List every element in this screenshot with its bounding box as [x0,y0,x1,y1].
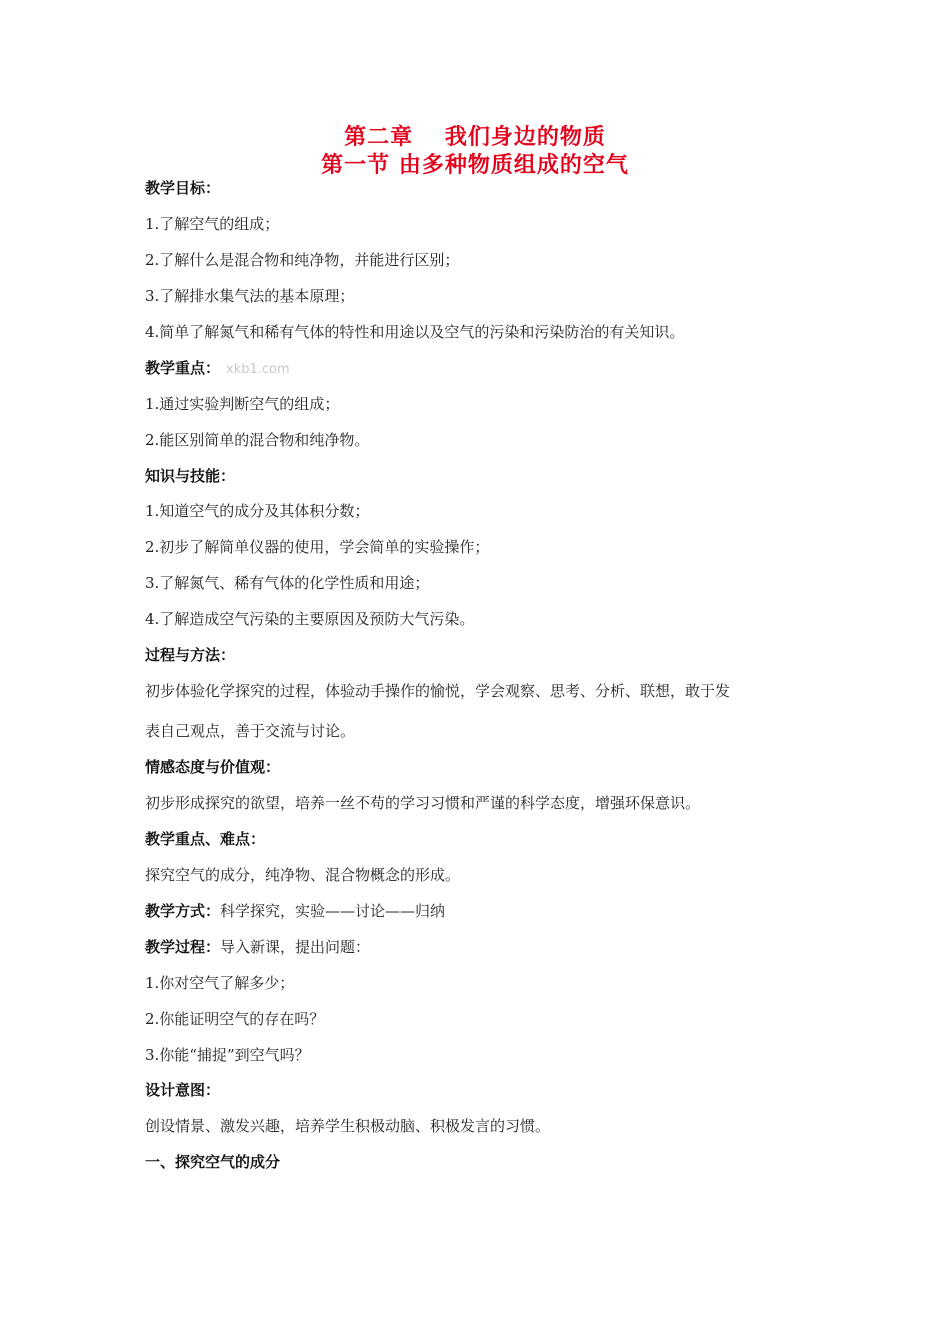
knowledge-item: 4.了解造成空气污染的主要原因及预防大气污染。 [145,610,475,628]
emotion-text: 初步形成探究的欲望，培养一丝不苟的学习习惯和严谨的科学态度，增强环保意识。 [145,794,701,812]
difficulty-text: 探究空气的成分，纯净物、混合物概念的形成。 [145,866,461,884]
objective-item: 2.了解什么是混合物和纯净物，并能进行区别； [145,251,460,269]
knowledge-item: 1.知道空气的成分及其体积分数； [145,502,370,520]
process-text-line2: 表自己观点，善于交流与讨论。 [145,722,356,740]
method-text: 科学探究，实验——讨论——归纳 [220,902,446,920]
key-points-heading: 教学重点： [145,359,221,377]
key-points-heading-row [145,358,290,380]
emotion-heading: 情感态度与价值观： [145,758,281,776]
procedure-text: 导入新课，提出问题： [220,938,371,956]
knowledge-heading: 知识与技能： [145,467,236,485]
difficulty-heading: 教学重点、难点： [145,830,266,848]
design-text: 创设情景、激发兴趣，培养学生积极动脑、积极发言的习惯。 [145,1117,551,1135]
procedure-heading: 教学过程： [145,938,221,956]
question-item: 2.你能证明空气的存在吗？ [145,1010,325,1028]
process-text-line1: 初步体验化学探究的过程，体验动手操作的愉悦，学会观察、思考、分析、联想，敢于发 [145,682,731,700]
part1-heading: 一、探究空气的成分 [145,1153,281,1171]
procedure-row [145,937,370,957]
question-item: 1.你对空气了解多少； [145,974,295,992]
section-title: 第一节 由多种物质组成的空气 [321,153,629,178]
method-heading: 教学方式： [145,902,221,920]
chapter-title: 第二章 我们身边的物质 [344,125,606,150]
design-heading: 设计意图： [145,1081,221,1099]
key-point-item: 1.通过实验判断空气的组成； [145,395,340,413]
method-row [145,901,445,921]
watermark: xkb1.com [226,362,290,377]
process-heading: 过程与方法： [145,646,236,664]
knowledge-item: 3.了解氮气、稀有气体的化学性质和用途； [145,574,430,592]
key-point-item: 2.能区别简单的混合物和纯净物。 [145,431,370,449]
knowledge-item: 2.初步了解简单仪器的使用，学会简单的实验操作； [145,538,490,556]
objectives-heading: 教学目标： [145,179,221,197]
question-item: 3.你能“捕捉”到空气吗？ [145,1046,310,1064]
objective-item: 1.了解空气的组成； [145,215,280,233]
objective-item: 3.了解排水集气法的基本原理； [145,287,355,305]
objective-item: 4.简单了解氮气和稀有气体的特性和用途以及空气的污染和污染防治的有关知识。 [145,323,685,341]
